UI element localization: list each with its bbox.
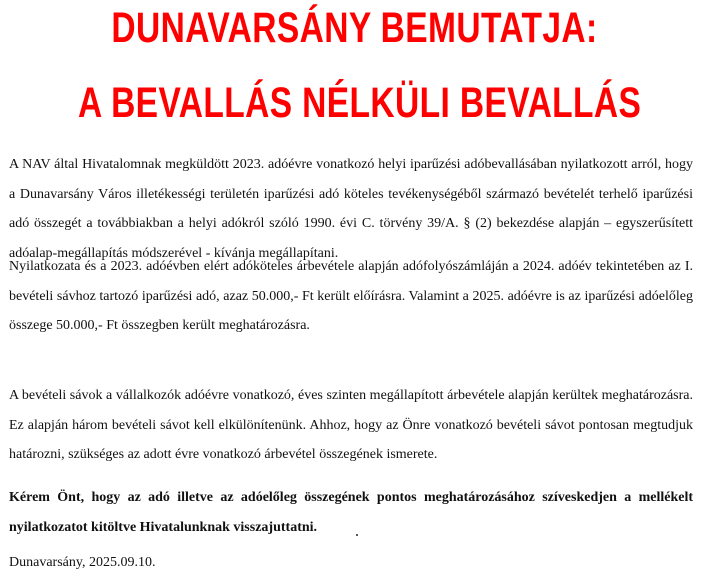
paragraph-nav-declaration: A NAV által Hivatalomnak megküldött 2023. adóévre vonatkozó helyi iparűzési adóbevallásában nyilatkozott arról, hogy a Dunavarsány Város illetékességi területén iparűzési adó köteles tevékenységéből származó bevételét terhelő iparűzési adó összegét a továbbiakban a helyi adókról szóló 1990. évi C. törvény 39/A. § (2) bekezdése alapján – egyszerűsített adóalap-megállapítás módszerével - kívánja megállapítani.: [9, 157, 693, 261]
document-date: Dunavarsány, 2025.09.10.: [9, 555, 156, 570]
headline-line-1: DUNAVARSÁNY BEMUTATJA:: [111, 4, 598, 52]
stray-dot: [356, 534, 358, 536]
paragraph-revenue-bands: A bevételi sávok a vállalkozók adóévre vonatkozó, éves szinten megállapított árbevétele alapján kerültek meghatározásra. Ez alapján három bevételi sávot kell elkülönítenünk. Ahhoz, hogy az Önre vonatkozó bevételi sávot pontosan megtudjuk határozni, szükséges az adott évre vonatkozó árbevétel összegének ismerete.: [9, 388, 693, 462]
paragraph-tax-assessment: Nyilatkozata és a 2023. adóévben elért adóköteles árbevétele alapján adófolyószámláján a 2024. adóév tekintetében az I. bevételi sávhoz tartozó iparűzési adó, azaz 50.000,- Ft került előírásra. Valamint a 2025. adóévre is az iparűzési adóelőleg összege 50.000,- Ft összegben került meghatározásra.: [9, 259, 693, 333]
headline-line-2: A BEVALLÁS NÉLKÜLI BEVALLÁS: [77, 79, 642, 127]
paragraph-request: Kérem Önt, hogy az adó illetve az adóelőleg összegének pontos meghatározásához szíveskedjen a mellékelt nyilatkozatot kitöltve Hivatalunknak visszajuttatni.: [9, 490, 693, 535]
